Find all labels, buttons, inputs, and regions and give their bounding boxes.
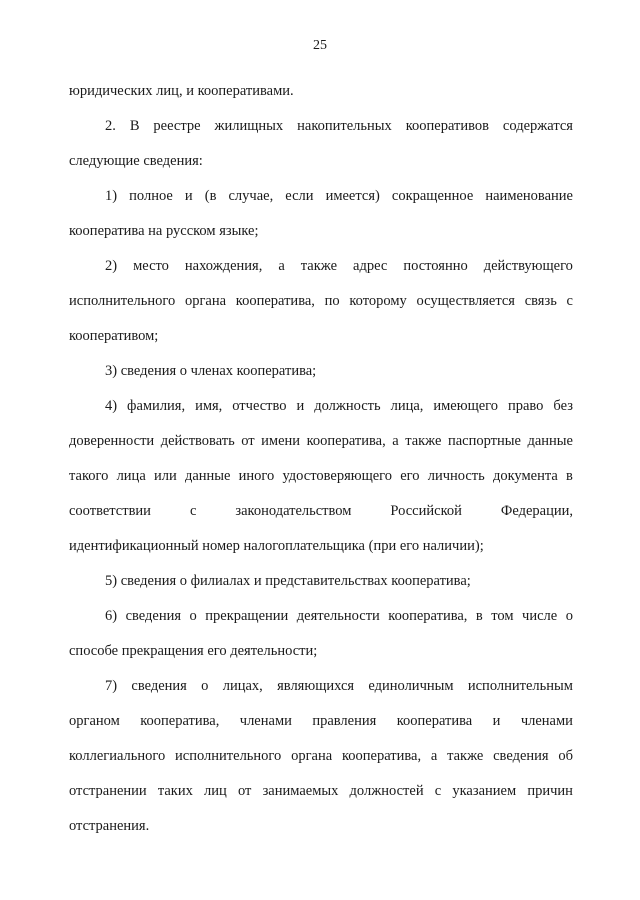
text-line: органом кооператива, членами правления кооператива и членами <box>69 713 573 729</box>
text-line: идентификационный номер налогоплательщика (при его наличии); <box>69 538 484 554</box>
text-line: 2. В реестре жилищных накопительных кооперативов содержатся <box>105 118 573 134</box>
text-line: кооперативом; <box>69 328 159 344</box>
text-line: 3) сведения о членах кооператива; <box>105 363 317 379</box>
text-line: 1) полное и (в случае, если имеется) сокращенное наименование <box>105 188 573 204</box>
text-line: такого лица или данные иного удостоверяющего его личность документа в <box>69 468 573 484</box>
document-body <box>69 74 573 844</box>
text-line: юридических лиц, и кооперативами. <box>69 83 294 99</box>
text-line: следующие сведения: <box>69 153 203 169</box>
text-line: 5) сведения о филиалах и представительствах кооператива; <box>105 573 471 589</box>
text-line: отстранения. <box>69 818 150 834</box>
page-number: 25 <box>313 38 327 53</box>
text-line: исполнительного органа кооператива, по которому осуществляется связь с <box>69 293 573 309</box>
text-line: доверенности действовать от имени кооператива, а также паспортные данные <box>69 433 573 449</box>
text-line: 7) сведения о лицах, являющихся единоличным исполнительным <box>105 678 573 694</box>
text-line: 2) место нахождения, а также адрес постоянно действующего <box>105 258 573 274</box>
text-line: 6) сведения о прекращении деятельности кооператива, в том числе о <box>105 608 573 624</box>
text-line: способе прекращения его деятельности; <box>69 643 318 659</box>
text-line: соответствии с законодательством Российской Федерации, <box>69 503 573 519</box>
text-line: коллегиального исполнительного органа кооператива, а также сведения об <box>69 748 573 764</box>
text-line: 4) фамилия, имя, отчество и должность лица, имеющего право без <box>105 398 573 414</box>
text-line: отстранении таких лиц от занимаемых должностей с указанием причин <box>69 783 573 799</box>
text-line: кооператива на русском языке; <box>69 223 259 239</box>
